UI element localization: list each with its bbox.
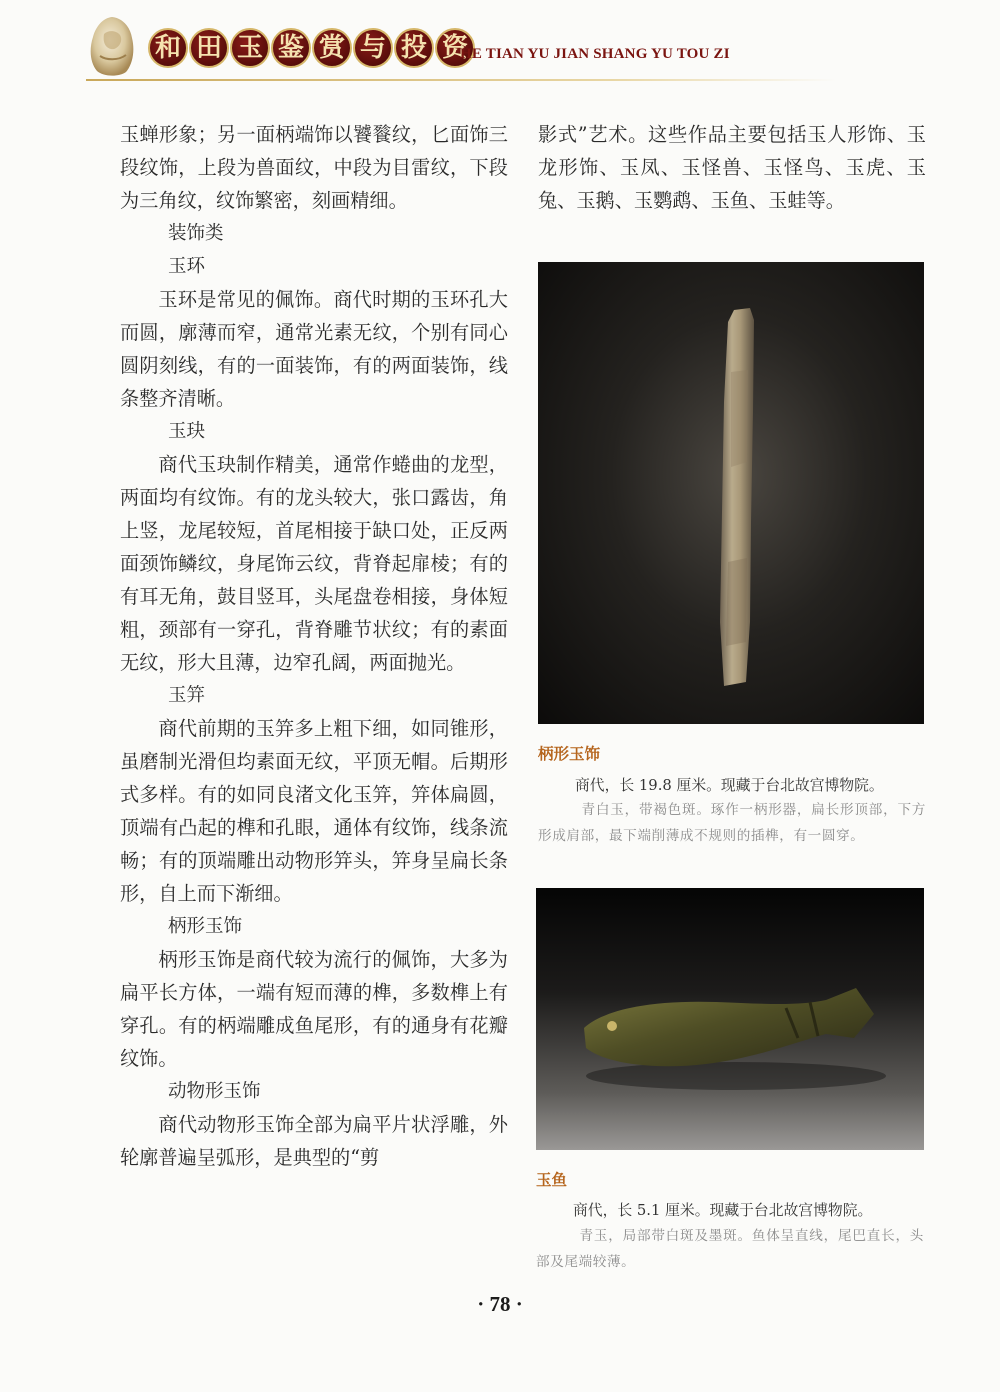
figure2-caption: 商代，长 5.1 厘米。现藏于台北故宫博物院。: [573, 1202, 873, 1219]
header-divider: [86, 79, 836, 81]
section-heading: 装饰类: [168, 223, 224, 244]
jade-fish-image: [536, 888, 924, 1150]
title-char: 田: [189, 28, 229, 68]
figure1-description: 青白玉，带褐色斑。琢作一柄形器，扁长形顶部，下方形成肩部，最下端削薄成不规则的插榫，有一圆穿。: [538, 802, 926, 844]
right-text-column: [538, 118, 926, 217]
page-header: [0, 0, 1000, 92]
figure1-title: 柄形玉饰: [538, 745, 601, 763]
figure2-description: 青玉，局部带白斑及墨斑。鱼体呈直线，尾巴直长，头部及尾端较薄。: [536, 1228, 924, 1270]
page-number: · 78 ·: [477, 1292, 523, 1316]
book-title-pinyin: HE TIAN YU JIAN SHANG YU TOU ZI: [460, 46, 730, 62]
paragraph: 柄形玉饰是商代较为流行的佩饰，大多为扁平长方体，一端有短而薄的榫，多数榫上有穿孔。有的柄端雕成鱼尾形，有的通身有花瓣纹饰。: [120, 948, 508, 1070]
section-heading: 玉玦: [168, 421, 206, 442]
paragraph: 玉蝉形象；另一面柄端饰以饕餮纹，匕面饰三段纹饰，上段为兽面纹，中段为目雷纹，下段为三角纹，纹饰繁密，刻画精细。: [120, 123, 508, 212]
figure1-caption: 商代，长 19.8 厘米。现藏于台北故宫博物院。: [575, 777, 884, 794]
title-char: 和: [148, 28, 188, 68]
title-char: 与: [353, 28, 393, 68]
section-heading: 玉笄: [168, 685, 206, 706]
paragraph: 商代前期的玉笄多上粗下细，如同锥形，虽磨制光滑但均素面无纹，平顶无帽。后期形式多样。有的如同良渚文化玉笄，笄体扁圆，顶端有凸起的榫和孔眼，通体有纹饰，线条流畅；有的顶端雕出动物形笄头，笄身呈扁长条形，自上而下渐细。: [120, 717, 508, 905]
section-heading: 柄形玉饰: [168, 916, 243, 937]
title-char: 投: [394, 28, 434, 68]
jade-carving-logo-icon: [86, 14, 138, 78]
title-char: 玉: [230, 28, 270, 68]
paragraph: 玉环是常见的佩饰。商代时期的玉环孔大而圆，廓薄而窄，通常光素无纹，个别有同心圆阴刻线，有的一面装饰，有的两面装饰，线条整齐清晰。: [120, 288, 508, 410]
photo-jade-fish: [536, 888, 924, 1150]
book-title-chinese: [148, 28, 475, 68]
paragraph: 商代动物形玉饰全部为扁平片状浮雕，外轮廓普遍呈弧形，是典型的“剪: [120, 1113, 508, 1169]
section-heading: 动物形玉饰: [168, 1081, 261, 1102]
title-char: 赏: [312, 28, 352, 68]
photo-handle-shaped-jade: [538, 262, 924, 724]
paragraph: 影式”艺术。这些作品主要包括玉人形饰、玉龙形饰、玉凤、玉怪兽、玉怪鸟、玉虎、玉兔、玉鹅、玉鹦鹉、玉鱼、玉蛙等。: [538, 123, 926, 212]
left-text-column: [120, 118, 508, 1174]
paragraph: 商代玉玦制作精美，通常作蜷曲的龙型，两面均有纹饰。有的龙头较大，张口露齿，角上竖，龙尾较短，首尾相接于缺口处，正反两面颈饰鳞纹，身尾饰云纹，背脊起扉棱；有的有耳无角，鼓目竖耳，头尾盘卷相接，身体短粗，颈部有一穿孔，背脊雕节状纹；有的素面无纹，形大且薄，边窄孔阔，两面抛光。: [120, 453, 508, 674]
handle-jade-image: [538, 262, 924, 724]
title-char: 资: [435, 28, 475, 68]
section-heading: 玉环: [168, 256, 206, 277]
figure2-title: 玉鱼: [536, 1171, 568, 1189]
title-char: 鉴: [271, 28, 311, 68]
